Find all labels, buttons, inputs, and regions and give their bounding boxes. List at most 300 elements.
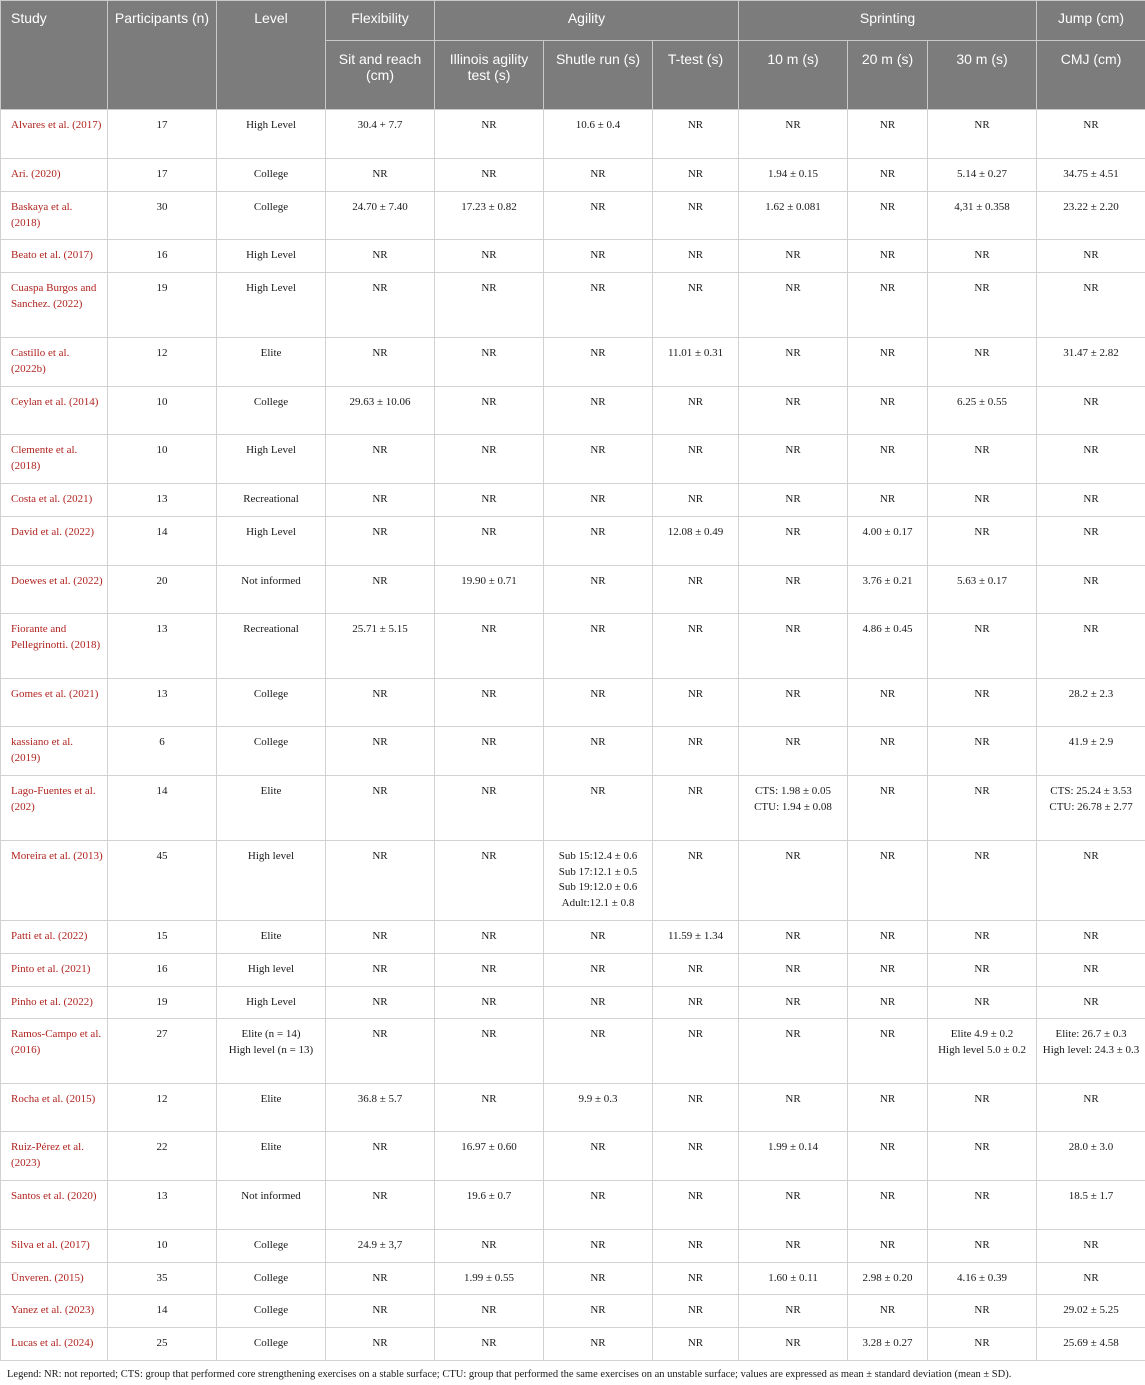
shuttle-run-cell: NR — [544, 484, 653, 517]
participants-cell: 13 — [108, 1181, 217, 1230]
cmj-cell: NR — [1037, 387, 1145, 435]
study-cell[interactable]: Ramos-Campo et al. (2016) — [1, 1019, 108, 1084]
sprint-20m-cell: NR — [848, 727, 928, 776]
t-test-cell: NR — [653, 614, 739, 679]
sprint-10m-cell: NR — [739, 435, 848, 484]
t-test-cell: NR — [653, 841, 739, 921]
study-cell[interactable]: Yanez et al. (2023) — [1, 1295, 108, 1328]
sprint-30m-cell: NR — [928, 776, 1037, 841]
sprint-30m-cell: NR — [928, 435, 1037, 484]
sit-reach-cell: NR — [326, 338, 435, 387]
t-test-cell: NR — [653, 679, 739, 727]
illinois-cell: 17.23 ± 0.82 — [435, 192, 544, 240]
sit-reach-cell: NR — [326, 1019, 435, 1084]
sprint-30m-cell: NR — [928, 517, 1037, 566]
sit-reach-cell: NR — [326, 679, 435, 727]
sprint-20m-cell: NR — [848, 435, 928, 484]
sprint-30m-cell: NR — [928, 1230, 1037, 1263]
study-cell[interactable]: Costa et al. (2021) — [1, 484, 108, 517]
illinois-cell: NR — [435, 841, 544, 921]
sprint-20m-cell: NR — [848, 387, 928, 435]
sprint-20m-cell: NR — [848, 338, 928, 387]
cmj-cell: NR — [1037, 240, 1145, 273]
study-cell[interactable]: Patti et al. (2022) — [1, 921, 108, 954]
header-10m: 10 m (s) — [739, 41, 848, 110]
t-test-cell: NR — [653, 1295, 739, 1328]
sprint-10m-cell: NR — [739, 517, 848, 566]
study-cell[interactable]: Lucas et al. (2024) — [1, 1328, 108, 1361]
sit-reach-cell: NR — [326, 435, 435, 484]
shuttle-run-cell: NR — [544, 387, 653, 435]
illinois-cell: 16.97 ± 0.60 — [435, 1132, 544, 1181]
t-test-cell: NR — [653, 1084, 739, 1132]
cmj-cell: NR — [1037, 614, 1145, 679]
shuttle-run-cell: NR — [544, 1181, 653, 1230]
level-cell: College — [217, 192, 326, 240]
header-level: Level — [217, 1, 326, 110]
shuttle-run-cell: NR — [544, 987, 653, 1019]
t-test-cell: 11.01 ± 0.31 — [653, 338, 739, 387]
shuttle-run-cell: NR — [544, 159, 653, 192]
sprint-30m-cell: Elite 4.9 ± 0.2 High level 5.0 ± 0.2 — [928, 1019, 1037, 1084]
level-cell: College — [217, 1295, 326, 1328]
sit-reach-cell: 29.63 ± 10.06 — [326, 387, 435, 435]
level-cell: High level — [217, 841, 326, 921]
study-cell[interactable]: Ari. (2020) — [1, 159, 108, 192]
study-cell[interactable]: Baskaya et al. (2018) — [1, 192, 108, 240]
sprint-30m-cell: NR — [928, 484, 1037, 517]
sprint-30m-cell: NR — [928, 1084, 1037, 1132]
participants-cell: 17 — [108, 110, 217, 159]
level-cell: Elite — [217, 1084, 326, 1132]
shuttle-run-cell: NR — [544, 679, 653, 727]
sprint-30m-cell: NR — [928, 841, 1037, 921]
cmj-cell: 25.69 ± 4.58 — [1037, 1328, 1145, 1361]
table-row — [1, 1230, 1145, 1263]
sprint-30m-cell: NR — [928, 110, 1037, 159]
level-cell: Not informed — [217, 1181, 326, 1230]
shuttle-run-cell: NR — [544, 921, 653, 954]
sprint-30m-cell: NR — [928, 1132, 1037, 1181]
illinois-cell: NR — [435, 727, 544, 776]
level-cell: College — [217, 679, 326, 727]
sprint-10m-cell: NR — [739, 240, 848, 273]
level-cell: Elite — [217, 1132, 326, 1181]
sprint-10m-cell: NR — [739, 679, 848, 727]
sprint-20m-cell: NR — [848, 1084, 928, 1132]
sprint-20m-cell: NR — [848, 1181, 928, 1230]
cmj-cell: 31.47 ± 2.82 — [1037, 338, 1145, 387]
cmj-cell: 28.2 ± 2.3 — [1037, 679, 1145, 727]
sit-reach-cell: NR — [326, 240, 435, 273]
sit-reach-cell: NR — [326, 776, 435, 841]
sit-reach-cell: NR — [326, 727, 435, 776]
table-row — [1, 1019, 1145, 1084]
study-cell[interactable]: Silva et al. (2017) — [1, 1230, 108, 1263]
illinois-cell: NR — [435, 517, 544, 566]
shuttle-run-cell: NR — [544, 954, 653, 987]
table-row — [1, 679, 1145, 727]
header-shuttle-run: Shutle run (s) — [544, 41, 653, 110]
table-row — [1, 387, 1145, 435]
study-cell[interactable]: Fiorante and Pellegrinotti. (2018) — [1, 614, 108, 679]
sprint-10m-cell: NR — [739, 954, 848, 987]
sprint-30m-cell: NR — [928, 338, 1037, 387]
shuttle-run-cell: NR — [544, 1019, 653, 1084]
table-row — [1, 484, 1145, 517]
table-row — [1, 566, 1145, 614]
t-test-cell: NR — [653, 273, 739, 338]
t-test-cell: NR — [653, 435, 739, 484]
header-30m: 30 m (s) — [928, 41, 1037, 110]
cmj-cell: 34.75 ± 4.51 — [1037, 159, 1145, 192]
illinois-cell: NR — [435, 484, 544, 517]
sit-reach-cell: 24.70 ± 7.40 — [326, 192, 435, 240]
t-test-cell: NR — [653, 566, 739, 614]
participants-cell: 10 — [108, 435, 217, 484]
table-row — [1, 614, 1145, 679]
shuttle-run-cell: NR — [544, 273, 653, 338]
cmj-cell: NR — [1037, 273, 1145, 338]
sprint-20m-cell: 3.76 ± 0.21 — [848, 566, 928, 614]
table-row — [1, 987, 1145, 1019]
study-cell[interactable]: Rocha et al. (2015) — [1, 1084, 108, 1132]
header-t-test: T-test (s) — [653, 41, 739, 110]
sprint-10m-cell: NR — [739, 1328, 848, 1361]
cmj-cell: 18.5 ± 1.7 — [1037, 1181, 1145, 1230]
participants-cell: 13 — [108, 484, 217, 517]
participants-cell: 30 — [108, 192, 217, 240]
table-legend: Legend: NR: not reported; CTS: group that performed core strengthening exercises on a stable surface; CTU: group that performed the same exercises on an unstable surface; values are expressed as mean ± standard deviation (mean ± SD). — [7, 1369, 1012, 1380]
level-cell: Recreational — [217, 484, 326, 517]
table-row — [1, 727, 1145, 776]
t-test-cell: NR — [653, 1328, 739, 1361]
study-cell[interactable]: Gomes et al. (2021) — [1, 679, 108, 727]
header-agility: Agility — [435, 1, 739, 41]
participants-cell: 12 — [108, 1084, 217, 1132]
sprint-30m-cell: NR — [928, 679, 1037, 727]
illinois-cell: 19.90 ± 0.71 — [435, 566, 544, 614]
sprint-20m-cell: NR — [848, 159, 928, 192]
sprint-10m-cell: NR — [739, 841, 848, 921]
t-test-cell: NR — [653, 727, 739, 776]
sprint-20m-cell: NR — [848, 110, 928, 159]
t-test-cell: NR — [653, 1132, 739, 1181]
study-cell[interactable]: Lago-Fuentes et al. (202) — [1, 776, 108, 841]
cmj-cell: Elite: 26.7 ± 0.3 High level: 24.3 ± 0.3 — [1037, 1019, 1145, 1084]
participants-cell: 19 — [108, 273, 217, 338]
table-row — [1, 1328, 1145, 1361]
t-test-cell: NR — [653, 110, 739, 159]
sit-reach-cell: NR — [326, 1132, 435, 1181]
shuttle-run-cell: NR — [544, 727, 653, 776]
sprint-30m-cell: NR — [928, 921, 1037, 954]
header-study: Study — [1, 1, 108, 110]
study-cell[interactable]: Clemente et al. (2018) — [1, 435, 108, 484]
shuttle-run-cell: NR — [544, 192, 653, 240]
sprint-10m-cell: NR — [739, 484, 848, 517]
cmj-cell: NR — [1037, 1263, 1145, 1295]
sprint-20m-cell: NR — [848, 273, 928, 338]
shuttle-run-cell: NR — [544, 517, 653, 566]
cmj-cell: NR — [1037, 987, 1145, 1019]
sprint-20m-cell: NR — [848, 240, 928, 273]
sprint-10m-cell: NR — [739, 727, 848, 776]
participants-cell: 16 — [108, 240, 217, 273]
sprint-30m-cell: 4.16 ± 0.39 — [928, 1263, 1037, 1295]
t-test-cell: NR — [653, 159, 739, 192]
sprint-20m-cell: NR — [848, 987, 928, 1019]
table-row — [1, 1132, 1145, 1181]
level-cell: College — [217, 1230, 326, 1263]
sit-reach-cell: NR — [326, 1295, 435, 1328]
sprint-30m-cell: 6.25 ± 0.55 — [928, 387, 1037, 435]
cmj-cell: NR — [1037, 110, 1145, 159]
cmj-cell: NR — [1037, 1084, 1145, 1132]
sprint-10m-cell: NR — [739, 338, 848, 387]
participants-cell: 19 — [108, 987, 217, 1019]
sprint-10m-cell: NR — [739, 273, 848, 338]
sprint-20m-cell: 3.28 ± 0.27 — [848, 1328, 928, 1361]
t-test-cell: NR — [653, 1181, 739, 1230]
study-cell[interactable]: Pinho et al. (2022) — [1, 987, 108, 1019]
sprint-10m-cell: NR — [739, 614, 848, 679]
shuttle-run-cell: NR — [544, 1328, 653, 1361]
sprint-10m-cell: NR — [739, 1181, 848, 1230]
table-row — [1, 338, 1145, 387]
sprint-30m-cell: NR — [928, 240, 1037, 273]
study-cell[interactable]: Castillo et al. (2022b) — [1, 338, 108, 387]
sit-reach-cell: NR — [326, 1263, 435, 1295]
level-cell: College — [217, 1328, 326, 1361]
table-row — [1, 841, 1145, 921]
level-cell: Elite — [217, 338, 326, 387]
sprint-30m-cell: NR — [928, 987, 1037, 1019]
study-cell[interactable]: Beato et al. (2017) — [1, 240, 108, 273]
t-test-cell: NR — [653, 484, 739, 517]
header-jump: Jump (cm) — [1037, 1, 1145, 41]
shuttle-run-cell: NR — [544, 435, 653, 484]
cmj-cell: NR — [1037, 435, 1145, 484]
table-row — [1, 192, 1145, 240]
participants-cell: 22 — [108, 1132, 217, 1181]
participants-cell: 27 — [108, 1019, 217, 1084]
illinois-cell: NR — [435, 679, 544, 727]
illinois-cell: NR — [435, 1295, 544, 1328]
cmj-cell: NR — [1037, 484, 1145, 517]
sprint-20m-cell: NR — [848, 679, 928, 727]
cmj-cell: NR — [1037, 566, 1145, 614]
participants-cell: 10 — [108, 387, 217, 435]
sprint-30m-cell: NR — [928, 1295, 1037, 1328]
participants-cell: 14 — [108, 517, 217, 566]
shuttle-run-cell: Sub 15:12.4 ± 0.6 Sub 17:12.1 ± 0.5 Sub 19:12.0 ± 0.6 Adult:12.1 ± 0.8 — [544, 841, 653, 921]
participants-cell: 14 — [108, 1295, 217, 1328]
sit-reach-cell: NR — [326, 1328, 435, 1361]
study-cell[interactable]: Ruiz-Pérez et al. (2023) — [1, 1132, 108, 1181]
sprint-30m-cell: 5.14 ± 0.27 — [928, 159, 1037, 192]
sit-reach-cell: NR — [326, 954, 435, 987]
t-test-cell: 11.59 ± 1.34 — [653, 921, 739, 954]
table-row — [1, 921, 1145, 954]
sit-reach-cell: NR — [326, 1181, 435, 1230]
t-test-cell: NR — [653, 954, 739, 987]
illinois-cell: NR — [435, 614, 544, 679]
sprint-20m-cell: NR — [848, 1019, 928, 1084]
shuttle-run-cell: NR — [544, 566, 653, 614]
sit-reach-cell: 25.71 ± 5.15 — [326, 614, 435, 679]
header-flexibility: Flexibility — [326, 1, 435, 41]
cmj-cell: NR — [1037, 1230, 1145, 1263]
illinois-cell: NR — [435, 1328, 544, 1361]
header-illinois: Illinois agility test (s) — [435, 41, 544, 110]
sit-reach-cell: NR — [326, 484, 435, 517]
study-cell[interactable]: Cuaspa Burgos and Sanchez. (2022) — [1, 273, 108, 338]
participants-cell: 14 — [108, 776, 217, 841]
sit-reach-cell: 36.8 ± 5.7 — [326, 1084, 435, 1132]
t-test-cell: NR — [653, 387, 739, 435]
study-cell[interactable]: David et al. (2022) — [1, 517, 108, 566]
shuttle-run-cell: NR — [544, 1230, 653, 1263]
t-test-cell: NR — [653, 1263, 739, 1295]
t-test-cell: NR — [653, 1019, 739, 1084]
illinois-cell: NR — [435, 921, 544, 954]
sit-reach-cell: NR — [326, 273, 435, 338]
shuttle-run-cell: NR — [544, 240, 653, 273]
sprint-20m-cell: NR — [848, 1230, 928, 1263]
participants-cell: 20 — [108, 566, 217, 614]
sprint-10m-cell: NR — [739, 1295, 848, 1328]
participants-cell: 35 — [108, 1263, 217, 1295]
study-cell[interactable]: Alvares et al. (2017) — [1, 110, 108, 159]
illinois-cell: NR — [435, 110, 544, 159]
level-cell: Elite — [217, 776, 326, 841]
participants-cell: 15 — [108, 921, 217, 954]
study-cell[interactable]: Doewes et al. (2022) — [1, 566, 108, 614]
sprint-10m-cell: 1.62 ± 0.081 — [739, 192, 848, 240]
sprint-20m-cell: NR — [848, 192, 928, 240]
table-body — [1, 110, 1145, 1361]
t-test-cell: 12.08 ± 0.49 — [653, 517, 739, 566]
table-row — [1, 1181, 1145, 1230]
sprint-20m-cell: NR — [848, 1132, 928, 1181]
illinois-cell: NR — [435, 776, 544, 841]
participants-cell: 25 — [108, 1328, 217, 1361]
t-test-cell: NR — [653, 192, 739, 240]
cmj-cell: 23.22 ± 2.20 — [1037, 192, 1145, 240]
cmj-cell: 41.9 ± 2.9 — [1037, 727, 1145, 776]
study-cell[interactable]: kassiano et al. (2019) — [1, 727, 108, 776]
sprint-30m-cell: NR — [928, 1181, 1037, 1230]
sprint-10m-cell: NR — [739, 987, 848, 1019]
sprint-20m-cell: NR — [848, 954, 928, 987]
level-cell: Recreational — [217, 614, 326, 679]
illinois-cell: NR — [435, 1084, 544, 1132]
illinois-cell: NR — [435, 987, 544, 1019]
cmj-cell: NR — [1037, 841, 1145, 921]
level-cell: Elite — [217, 921, 326, 954]
illinois-cell: NR — [435, 1230, 544, 1263]
table-row — [1, 517, 1145, 566]
illinois-cell: 1.99 ± 0.55 — [435, 1263, 544, 1295]
cmj-cell: NR — [1037, 954, 1145, 987]
table-row — [1, 435, 1145, 484]
participants-cell: 16 — [108, 954, 217, 987]
level-cell: High Level — [217, 110, 326, 159]
header-sprinting: Sprinting — [739, 1, 1037, 41]
illinois-cell: NR — [435, 338, 544, 387]
header-sit-reach: Sit and reach (cm) — [326, 41, 435, 110]
study-cell[interactable]: Moreira et al. (2013) — [1, 841, 108, 921]
participants-cell: 10 — [108, 1230, 217, 1263]
sprint-20m-cell: NR — [848, 1295, 928, 1328]
illinois-cell: NR — [435, 387, 544, 435]
table-row — [1, 1084, 1145, 1132]
table-row — [1, 273, 1145, 338]
t-test-cell: NR — [653, 1230, 739, 1263]
sprint-30m-cell: 5.63 ± 0.17 — [928, 566, 1037, 614]
table-row — [1, 1263, 1145, 1295]
level-cell: College — [217, 1263, 326, 1295]
level-cell: High level — [217, 954, 326, 987]
sprint-30m-cell: NR — [928, 614, 1037, 679]
participants-cell: 6 — [108, 727, 217, 776]
participants-cell: 13 — [108, 614, 217, 679]
level-cell: Elite (n = 14) High level (n = 13) — [217, 1019, 326, 1084]
table-row — [1, 110, 1145, 159]
table-header — [1, 1, 1145, 110]
table-row — [1, 954, 1145, 987]
shuttle-run-cell: NR — [544, 1295, 653, 1328]
level-cell: High Level — [217, 987, 326, 1019]
study-cell[interactable]: Pinto et al. (2021) — [1, 954, 108, 987]
sprint-20m-cell: NR — [848, 776, 928, 841]
header-cmj: CMJ (cm) — [1037, 41, 1145, 110]
sprint-20m-cell: NR — [848, 484, 928, 517]
sprint-10m-cell: CTS: 1.98 ± 0.05 CTU: 1.94 ± 0.08 — [739, 776, 848, 841]
sit-reach-cell: NR — [326, 921, 435, 954]
sprint-30m-cell: NR — [928, 1328, 1037, 1361]
study-cell[interactable]: Ceylan et al. (2014) — [1, 387, 108, 435]
shuttle-run-cell: NR — [544, 614, 653, 679]
shuttle-run-cell: NR — [544, 1263, 653, 1295]
table-row — [1, 1295, 1145, 1328]
illinois-cell: NR — [435, 954, 544, 987]
sit-reach-cell: NR — [326, 841, 435, 921]
sprint-10m-cell: 1.60 ± 0.11 — [739, 1263, 848, 1295]
table-row — [1, 240, 1145, 273]
study-cell[interactable]: Ünveren. (2015) — [1, 1263, 108, 1295]
level-cell: High Level — [217, 240, 326, 273]
cmj-cell: NR — [1037, 921, 1145, 954]
participants-cell: 17 — [108, 159, 217, 192]
table-row — [1, 159, 1145, 192]
level-cell: High Level — [217, 435, 326, 484]
t-test-cell: NR — [653, 987, 739, 1019]
study-cell[interactable]: Santos et al. (2020) — [1, 1181, 108, 1230]
shuttle-run-cell: NR — [544, 338, 653, 387]
illinois-cell: NR — [435, 159, 544, 192]
sprint-10m-cell: 1.99 ± 0.14 — [739, 1132, 848, 1181]
sit-reach-cell: NR — [326, 159, 435, 192]
sprint-10m-cell: 1.94 ± 0.15 — [739, 159, 848, 192]
sprint-10m-cell: NR — [739, 1084, 848, 1132]
sprint-10m-cell: NR — [739, 921, 848, 954]
sprint-20m-cell: NR — [848, 921, 928, 954]
cmj-cell: NR — [1037, 517, 1145, 566]
sprint-20m-cell: 2.98 ± 0.20 — [848, 1263, 928, 1295]
sprint-30m-cell: NR — [928, 727, 1037, 776]
